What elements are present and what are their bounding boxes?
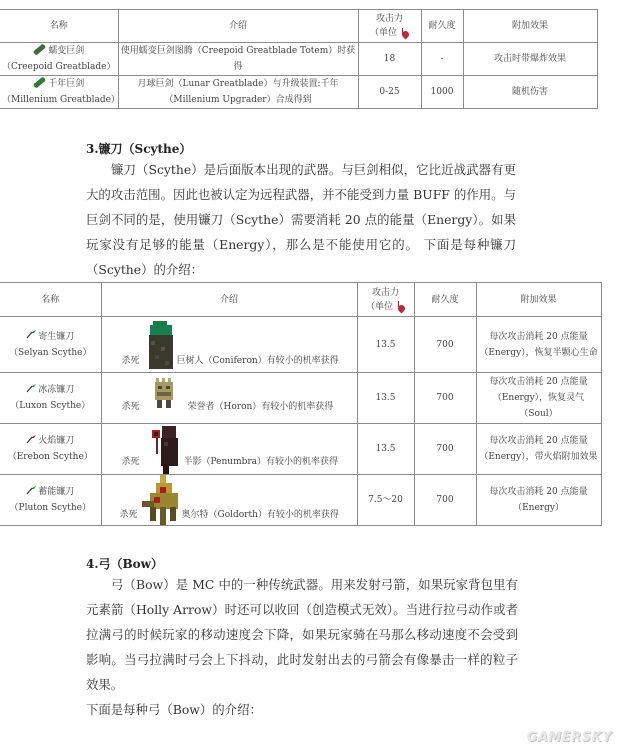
header-intro: 介绍 <box>101 283 357 317</box>
weapon-name-cn: 火焰镰刀 <box>38 436 75 446</box>
weapon-durability: - <box>421 43 463 76</box>
weapon-attack: 13.5 <box>357 373 414 424</box>
header-effect: 附加效果 <box>476 283 601 317</box>
heart-icon <box>401 30 411 40</box>
weapon-durability: 1000 <box>421 76 463 109</box>
kill-label: 杀死 <box>121 402 140 412</box>
header-name: 名称 <box>0 283 101 317</box>
header-attack <box>357 283 414 317</box>
header-name: 名称 <box>0 10 118 43</box>
scythe-icon <box>26 434 37 444</box>
weapon-name-cell <box>0 317 101 373</box>
table-row <box>0 76 597 109</box>
weapon-name-cell <box>0 475 101 526</box>
header-durability: 耐久度 <box>414 283 476 317</box>
weapon-durability: 700 <box>414 424 476 475</box>
weapon-durability: 700 <box>414 373 476 424</box>
table-row <box>0 317 601 373</box>
horon-mob-image <box>154 378 174 408</box>
weapon-name-en: （Pluton Scythe） <box>9 503 91 513</box>
header-attack <box>358 10 421 43</box>
drop-source: 荣誉者（Horon）有较小的机率获得 <box>187 402 334 412</box>
weapon-attack: 7.5～20 <box>357 475 414 526</box>
weapon-intro-cell: 使用蠕变巨剑图腾（Creepoid Greatblade Totem）时获得 <box>118 43 358 76</box>
weapon-effect: 每次攻击消耗 20 点能量 （Energy），带火焰附加效果 <box>476 424 601 475</box>
weapon-attack: 13.5 <box>357 317 414 373</box>
weapon-attack: 18 <box>358 43 421 76</box>
drop-source: 奥尔特（Goldorth）有较小的机率获得 <box>181 510 339 520</box>
weapon-intro-cell <box>101 424 357 475</box>
goldorth-mob-image <box>142 475 184 525</box>
weapon-name-cn: 冰冻镰刀 <box>38 385 75 395</box>
scythe-icon <box>26 485 37 495</box>
table-row <box>0 373 601 424</box>
weapon-intro-cell <box>101 317 357 373</box>
header-effect: 附加效果 <box>463 10 597 43</box>
kill-label: 杀死 <box>121 457 140 467</box>
weapon-name-cell <box>0 373 101 424</box>
weapon-name-en: （Erebon Scythe） <box>7 452 93 462</box>
table-row <box>0 424 601 475</box>
table-row <box>0 475 601 526</box>
weapon-attack: 13.5 <box>357 424 414 475</box>
scythe-icon <box>26 383 37 393</box>
header-intro: 介绍 <box>118 10 358 43</box>
drop-source: 半影（Penumbra）有较小的机率获得 <box>183 457 339 467</box>
kill-label: 杀死 <box>121 356 140 366</box>
weapon-effect: 每次攻击消耗 20 点能量 （Energy），恢复灵气（Soul） <box>476 373 601 424</box>
weapon-name-en: （Selyan Scythe） <box>8 347 92 358</box>
kill-label: 杀死 <box>119 510 138 520</box>
weapon-name-en: （Luxon Scythe） <box>10 401 91 411</box>
greatblade-icon <box>33 76 46 88</box>
scythe-icon <box>26 329 37 339</box>
weapon-effect: 每次攻击消耗 20 点能量 （Energy） <box>476 475 601 526</box>
scythe-paragraph: 镰刀（Scythe）是后面版本出现的武器。与巨剑相似，它比近战武器有更大的攻击范围。因此也被认定为远程武器，并不能受到力量 BUFF 的作用。与巨剑不同的是，使用镰刀（Scythe）需要消耗 20 点的能量（Energy）。如果玩家没有足够的能量（Energy），那么是不能使用它的。 下面是每种镰刀（Scythe）的介绍： <box>86 162 516 277</box>
header-durability: 耐久度 <box>421 10 463 43</box>
coniferon-mob-image <box>147 321 175 369</box>
table-header-row <box>0 283 601 317</box>
scythe-table <box>0 282 602 526</box>
header-attack-line2: （单位 <box>365 301 393 312</box>
weapon-name-cell <box>0 76 118 109</box>
weapon-durability: 700 <box>414 317 476 373</box>
weapon-intro-cell <box>101 475 357 526</box>
section-title-scythe: 3.镰刀（Scythe） <box>86 142 192 156</box>
weapon-name-en: （Creepoid Greatblade） <box>2 62 116 72</box>
header-attack-line1: 攻击力 <box>375 14 403 24</box>
table-header-row <box>0 10 597 43</box>
bow-paragraph: 弓（Bow）是 MC 中的一种传统武器。用来发射弓箭，如果玩家背包里有元素箭（Holly Arrow）时还可以收回（创造模式无效）。当进行拉弓动作或者拉满弓的时候玩家的移动速度会下降，如果玩家骑在马那么移动速度不会受到影响。当弓拉满时弓会上下抖动，此时发射出去的弓箭会有像暴击一样的粒子效果。 下面是每种弓（Bow）的介绍： <box>86 577 518 717</box>
header-attack-line1: 攻击力 <box>371 287 399 298</box>
weapon-effect: 攻击时带爆炸效果 <box>463 43 597 76</box>
weapon-attack: 0-25 <box>358 76 421 109</box>
weapon-name-cell <box>0 424 101 475</box>
weapon-name-cn: 千年巨剑 <box>48 79 85 89</box>
header-attack-line2: （单位 <box>369 28 397 38</box>
section-title-bow: 4.弓（Bow） <box>86 557 164 571</box>
weapon-durability: 700 <box>414 475 476 526</box>
greatblade-table <box>0 9 598 109</box>
table-row <box>0 43 597 76</box>
weapon-effect: 每次攻击消耗 20 点能量 （Energy），恢复半颗心生命 <box>476 317 601 373</box>
weapon-name-cn: 蓄能镰刀 <box>38 487 75 497</box>
weapon-effect: 随机伤害 <box>463 76 597 109</box>
weapon-intro-cell <box>101 373 357 424</box>
watermark-logo: GAMERSKY <box>526 730 612 745</box>
weapon-name-cell <box>0 43 118 76</box>
weapon-name-en: （Millenium Greatblade） <box>2 95 120 105</box>
weapon-intro-cell: 月球巨剑（Lunar Greatblade）与升级装置:千年 （Millenium Upgrader）合成得到 <box>118 76 358 109</box>
weapon-name-cn: 寄生镰刀 <box>38 331 75 342</box>
drop-source: 巨树人（Coniferon）有较小的机率获得 <box>176 356 339 366</box>
weapon-name-cn: 蠕变巨剑 <box>48 46 85 56</box>
penumbra-mob-image <box>152 424 182 474</box>
greatblade-icon <box>33 43 46 55</box>
